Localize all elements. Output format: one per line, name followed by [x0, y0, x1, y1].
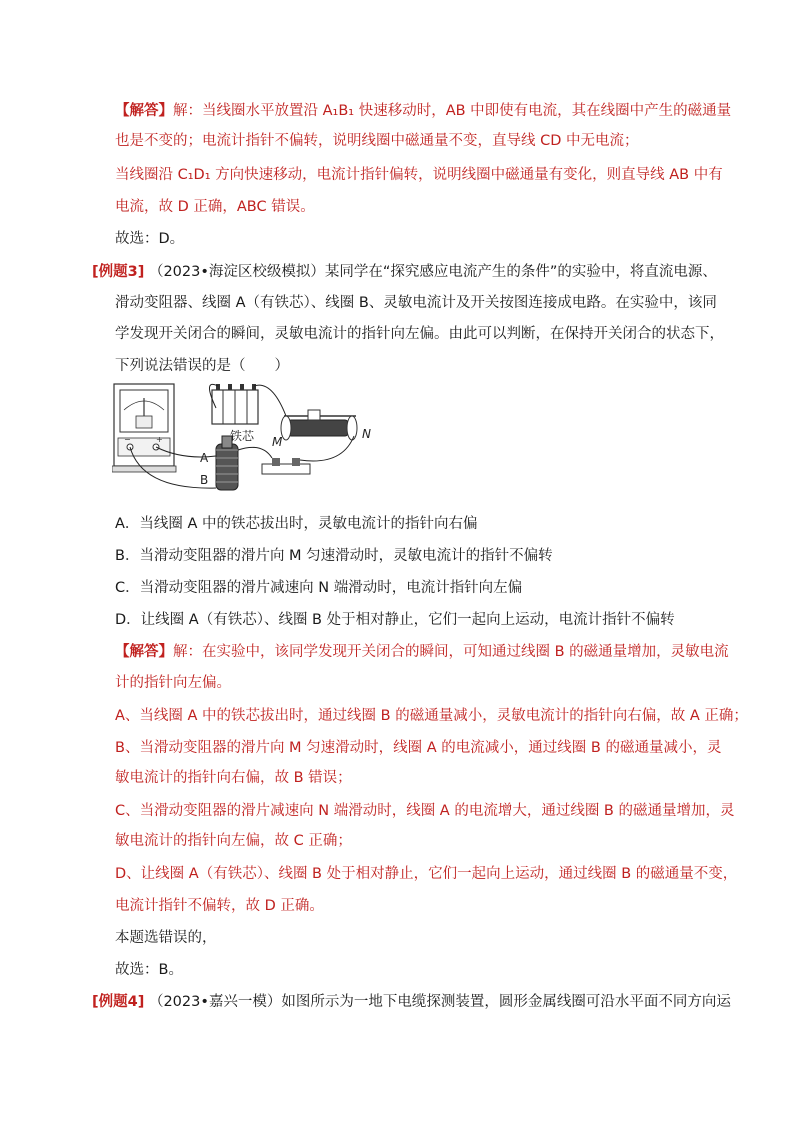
- answer-text: D、让线圈 A（有铁芯）、线圈 B 处于相对静止，它们一起向上运动，通过线圈 B 的磁通量不变，: [115, 866, 738, 882]
- question-text: （2023•海淀区校级模拟）某同学在“探究感应电流产生的条件”的实验中，将直流电源、: [148, 264, 717, 280]
- answer-text: C、当滑动变阻器的滑片减速向 N 端滑动时，线圈 A 的电流增大，通过线圈 B 的磁通量增加，灵: [115, 803, 735, 819]
- question-line: [92, 992, 731, 1012]
- example-tag: [例题3]: [92, 264, 145, 280]
- label-M: M: [272, 435, 283, 449]
- question-line: [92, 262, 717, 282]
- answer-tag: 【解答】: [115, 103, 173, 119]
- label-A: A: [200, 451, 209, 465]
- question-text: 滑动变阻器、线圈 A（有铁芯）、线圈 B、灵敏电流计及开关按图连接成电路。在实验中，该同: [115, 295, 717, 311]
- option-c: C．当滑动变阻器的滑片减速向 N 端滑动时，电流计指针向左偏: [115, 580, 523, 596]
- question-text: 下列说法错误的是（ ）: [115, 358, 289, 374]
- label-B: B: [200, 473, 209, 487]
- answer-text: 电流计指针不偏转，故 D 正确。: [115, 898, 324, 914]
- question-text: （2023•嘉兴一模）如图所示为一地下电缆探测装置，圆形金属线圈可沿水平面不同方向运: [148, 994, 731, 1010]
- label-N: N: [362, 427, 371, 441]
- answer-note: 本题选错误的，: [115, 930, 217, 946]
- answer-choice: 故选：D。: [115, 231, 185, 247]
- answer-line: [115, 642, 729, 662]
- meter-minus-label: −: [124, 435, 131, 444]
- answer-text: 解：当线圈水平放置沿 A₁B₁ 快速移动时，AB 中即使有电流，其在线圈中产生的磁通量: [173, 103, 732, 119]
- battery-icon: [212, 384, 258, 424]
- answer-text: A、当线圈 A 中的铁芯拔出时，通过线圈 B 的磁通量减小，灵敏电流计的指针向右偏，故 A 正确；: [115, 708, 748, 724]
- option-b: B．当滑动变阻器的滑片向 M 匀速滑动时，灵敏电流计的指针不偏转: [115, 548, 553, 564]
- answer-choice: 故选：B。: [115, 962, 183, 978]
- answer-text: 也是不变的；电流计指针不偏转，说明线圈中磁通量不变，直导线 CD 中无电流；: [115, 133, 639, 149]
- answer-text: 敏电流计的指针向右偏，故 B 错误；: [115, 770, 352, 786]
- meter-plus-label: +: [156, 435, 163, 444]
- answer-text: B、当滑动变阻器的滑片向 M 匀速滑动时，线圈 A 的电流减小，通过线圈 B 的磁通量减小，灵: [115, 740, 722, 756]
- answer-text: 解：在实验中，该同学发现开关闭合的瞬间，可知通过线圈 B 的磁通量增加，灵敏电流: [173, 644, 729, 660]
- label-iron-core: 铁芯: [230, 429, 255, 443]
- answer-text: 敏电流计的指针向左偏，故 C 正确；: [115, 833, 352, 849]
- galvanometer-icon: [112, 384, 176, 472]
- answer-text: 电流，故 D 正确，ABC 错误。: [115, 199, 315, 215]
- circuit-figure: [112, 380, 402, 502]
- example-tag: [例题4]: [92, 994, 145, 1010]
- rheostat-icon: [281, 410, 357, 440]
- answer-line: [115, 101, 731, 121]
- answer-text: 计的指针向左偏。: [115, 675, 231, 691]
- option-d: D．让线圈 A（有铁芯）、线圈 B 处于相对静止，它们一起向上运动，电流计指针不偏转: [115, 612, 675, 628]
- coil-icon: [216, 436, 238, 490]
- option-a: A．当线圈 A 中的铁芯拔出时，灵敏电流计的指针向右偏: [115, 516, 478, 532]
- answer-tag: 【解答】: [115, 644, 173, 660]
- question-text: 学发现开关闭合的瞬间，灵敏电流计的指针向左偏。由此可以判断，在保持开关闭合的状态下，: [115, 326, 724, 342]
- answer-text: 当线圈沿 C₁D₁ 方向快速移动，电流计指针偏转，说明线圈中磁通量有变化，则直导线 AB 中有: [115, 167, 723, 183]
